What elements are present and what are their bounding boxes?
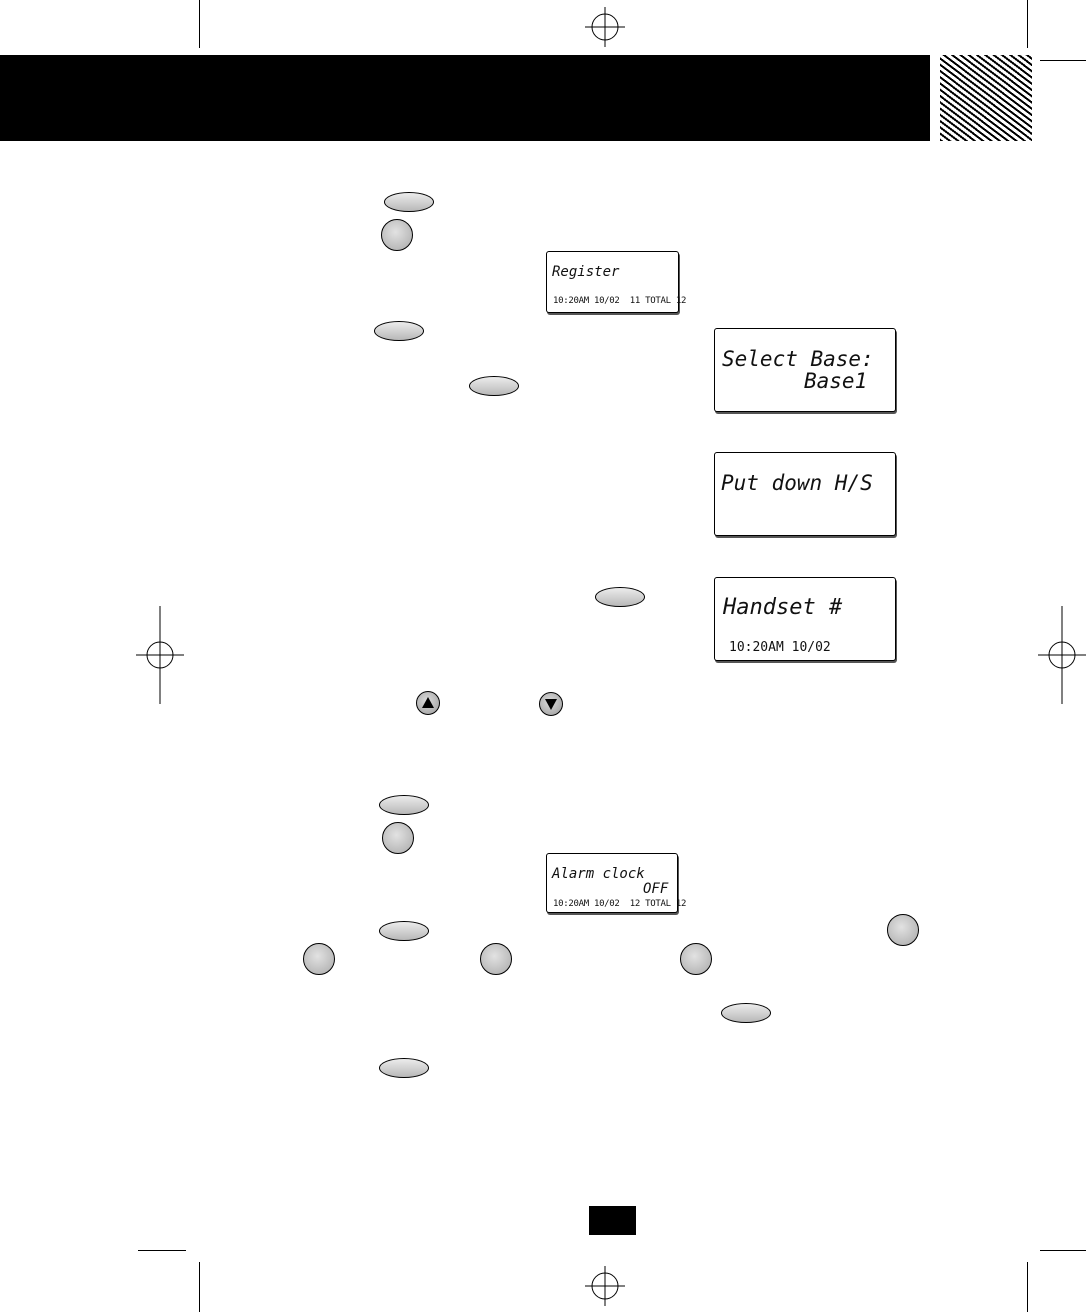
lcd-line-2: Base1 xyxy=(804,369,868,393)
lcd-line-2: OFF xyxy=(643,881,669,897)
select-key-button[interactable] xyxy=(595,587,645,607)
select-key-button[interactable] xyxy=(469,376,519,396)
lcd-select-base xyxy=(714,328,896,412)
lcd-line-1: Alarm clock xyxy=(552,866,645,882)
lcd-put-down xyxy=(714,452,896,536)
number-key-button[interactable] xyxy=(680,943,712,975)
lcd-alarm-clock xyxy=(546,853,687,913)
lcd-line-1: Select Base: xyxy=(722,347,874,371)
registration-mark-icon xyxy=(1038,606,1086,704)
registration-mark-icon xyxy=(136,606,184,704)
crop-mark xyxy=(138,1250,186,1251)
number-key-button[interactable] xyxy=(382,822,414,854)
crop-mark xyxy=(1040,60,1086,61)
crop-mark xyxy=(199,0,200,48)
lcd-status-line: 10:20AM 10/02 12 TOTAL 12 xyxy=(553,899,687,909)
number-key-button[interactable] xyxy=(303,943,335,975)
menu-key-button[interactable] xyxy=(379,1058,429,1078)
lcd-line-1: Register xyxy=(552,264,620,280)
lcd-line-1: Handset # xyxy=(723,595,843,620)
lcd-handset xyxy=(714,577,896,661)
crop-mark xyxy=(1027,1262,1028,1312)
select-key-button[interactable] xyxy=(379,921,429,941)
up-arrow-button[interactable] xyxy=(416,691,440,715)
crop-mark xyxy=(1027,0,1028,48)
crop-mark xyxy=(1040,1250,1086,1251)
down-arrow-button[interactable] xyxy=(539,692,563,716)
number-key-button[interactable] xyxy=(480,943,512,975)
registration-mark-icon xyxy=(585,1266,625,1306)
section-tab-texture xyxy=(940,55,1032,141)
number-key-button[interactable] xyxy=(887,914,919,946)
lcd-line-1: Put down H/S xyxy=(721,471,873,495)
crop-mark xyxy=(199,1262,200,1312)
number-key-button[interactable] xyxy=(381,219,413,251)
lcd-register xyxy=(546,251,687,313)
registration-mark-icon xyxy=(585,7,625,47)
menu-key-button[interactable] xyxy=(379,795,429,815)
select-key-button[interactable] xyxy=(721,1003,771,1023)
menu-key-button[interactable] xyxy=(384,192,434,212)
lcd-status-line: 10:20AM 10/02 11 TOTAL 12 xyxy=(553,296,687,306)
lcd-status-line: 10:20AM 10/02 xyxy=(729,640,831,655)
down-arrow-icon xyxy=(542,695,560,713)
up-arrow-icon xyxy=(419,694,437,712)
select-key-button[interactable] xyxy=(374,321,424,341)
header-bar xyxy=(0,55,930,141)
page-number-tab xyxy=(589,1206,636,1235)
